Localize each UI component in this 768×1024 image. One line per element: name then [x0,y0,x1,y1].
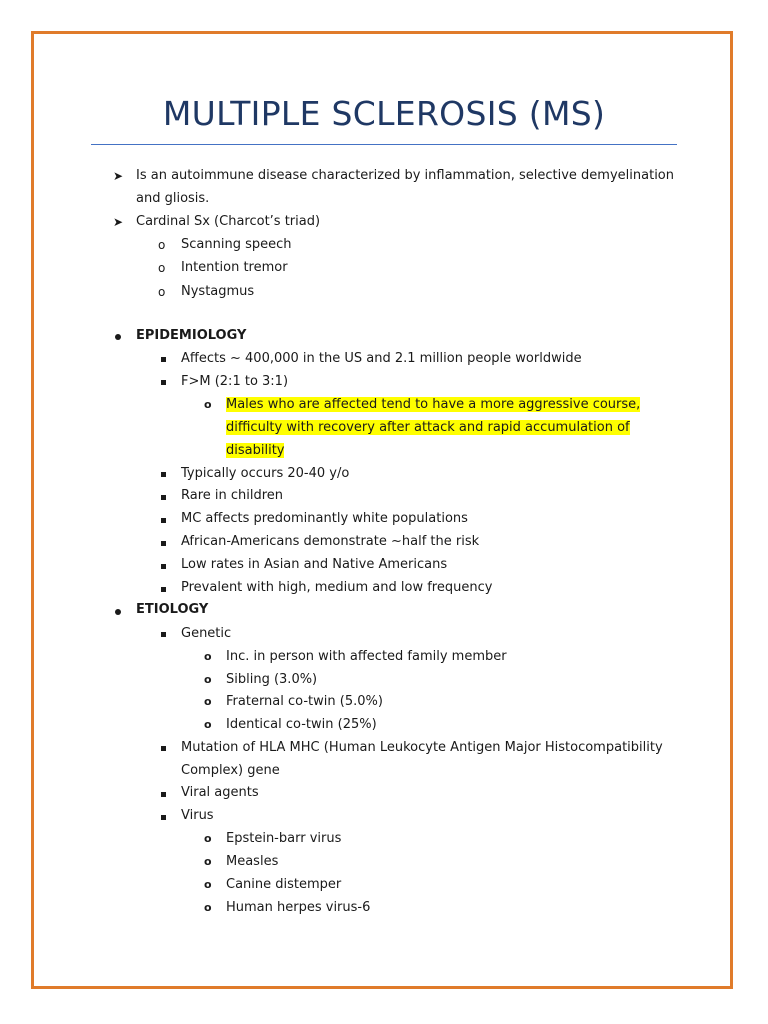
etiology-item: Mutation of HLA MHC (Human Leukocyte Antigen Major Histocompatibility [181,740,663,755]
square-bullet-icon [161,495,166,500]
virus-sub-item: Canine distemper [226,877,342,892]
highlighted-note-line [226,420,630,436]
square-bullet-icon [161,541,166,546]
square-bullet-icon [161,357,166,362]
square-bullet-icon [161,746,166,751]
triad-item: Intention tremor [181,260,288,275]
genetic-sub-item: Inc. in person with affected family member [226,649,507,664]
etiology-item-continued: Complex) gene [181,763,280,778]
circle-bullet-icon: o [158,238,166,252]
epidemiology-item: F>M (2:1 to 3:1) [181,374,289,389]
section-heading-etiology: ETIOLOGY [136,602,209,617]
circle-bullet-icon: o [204,695,212,708]
triad-item: Nystagmus [181,284,255,299]
etiology-item: Viral agents [181,785,259,800]
highlighted-text: Males who are affected tend to have a more aggressive course, [226,397,641,412]
circle-bullet-icon: o [204,901,212,914]
epidemiology-item: Rare in children [181,488,284,503]
epidemiology-item: Low rates in Asian and Native Americans [181,557,448,572]
virus-sub-item: Measles [226,854,279,869]
genetic-sub-item: Fraternal co-twin (5.0%) [226,694,383,709]
epidemiology-item: African-Americans demonstrate ~half the risk [181,534,480,549]
etiology-item: Virus [181,808,214,823]
epidemiology-item: MC affects predominantly white populations [181,511,468,526]
square-bullet-icon [161,792,166,797]
round-bullet-icon [115,334,121,340]
arrow-bullet-icon: ➤ [113,215,124,229]
circle-bullet-icon: o [204,878,212,891]
circle-bullet-icon: o [204,673,212,686]
circle-bullet-icon: o [204,855,212,868]
square-bullet-icon [161,472,166,477]
page-title: MULTIPLE SCLEROSIS (MS) [162,94,606,133]
triad-item: Scanning speech [181,237,292,252]
square-bullet-icon [161,518,166,523]
highlighted-text: difficulty with recovery after attack and rapid accumulation of [226,420,630,435]
arrow-bullet-icon: ➤ [113,169,124,183]
intro-line-continued: and gliosis. [136,191,210,206]
round-bullet-icon [115,609,121,615]
highlighted-note-line [226,443,284,459]
title-underline [91,144,677,145]
cardinal-sx-line: Cardinal Sx (Charcot’s triad) [136,214,321,229]
genetic-sub-item: Sibling (3.0%) [226,672,318,687]
epidemiology-item: Prevalent with high, medium and low frequency [181,580,493,595]
highlighted-note-line [226,397,640,413]
epidemiology-item: Typically occurs 20-40 y/o [181,466,350,481]
circle-bullet-icon: o [158,261,166,275]
genetic-sub-item: Identical co-twin (25%) [226,717,377,732]
square-bullet-icon [161,815,166,820]
virus-sub-item: Human herpes virus-6 [226,900,371,915]
square-bullet-icon [161,587,166,592]
circle-bullet-icon: o [158,285,166,299]
highlighted-text: disability [226,443,285,458]
circle-bullet-icon: o [204,650,212,663]
square-bullet-icon [161,564,166,569]
epidemiology-item: Affects ~ 400,000 in the US and 2.1 million people worldwide [181,351,582,366]
section-heading-epidemiology: EPIDEMIOLOGY [136,328,247,343]
square-bullet-icon [161,632,166,637]
etiology-item: Genetic [181,626,232,641]
circle-bullet-icon: o [204,718,212,731]
circle-bullet-icon: o [204,398,212,411]
virus-sub-item: Epstein-barr virus [226,831,342,846]
intro-line: Is an autoimmune disease characterized by inflammation, selective demyelination [136,168,674,183]
square-bullet-icon [161,380,166,385]
circle-bullet-icon: o [204,832,212,845]
